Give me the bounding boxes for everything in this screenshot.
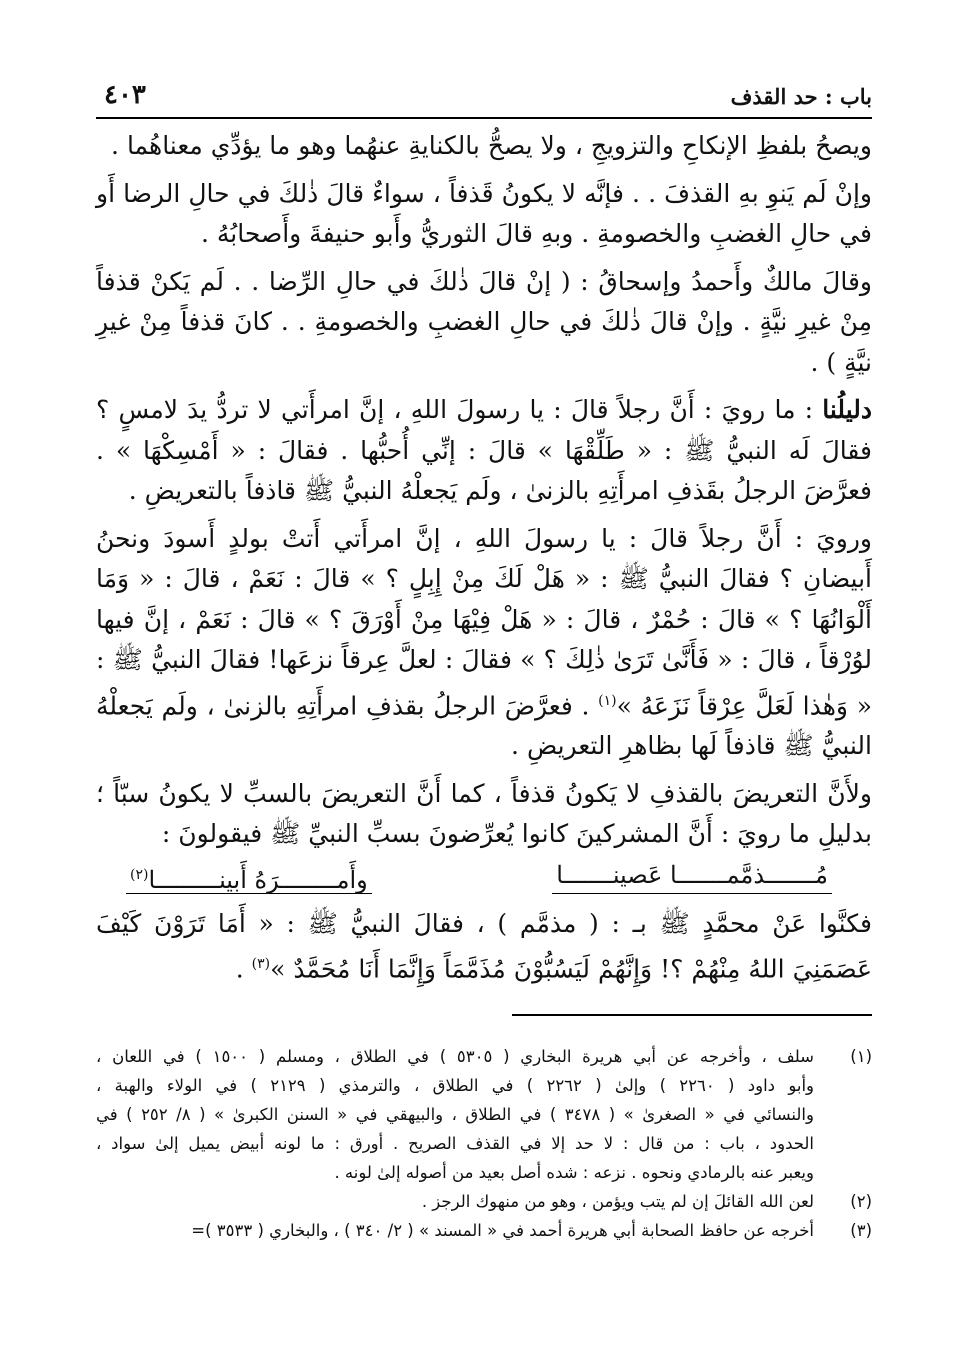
paragraph-mudhammam [96, 904, 872, 990]
daleel-text: : ما رويَ : أَنَّ رجلاً قالَ : يا رسولَ اللهِ ، إنَّ امرأَتي لا تردُّ يدَ لامسٍ ؟ فقالَ لَه النبيُّ ﷺ : « طَلِّقْهَا » قالَ : إنِّي أُحبُّها . فقالَ : « أَمْسِكْهَا » . فعرَّضَ الرجلُ بقَذفِ امرأَتِهِ بالزنىٰ ، ولَم يَجعلْهُ النبيُّ ﷺ قاذفاً بالتعريضِ . [96, 395, 872, 505]
paragraph-hadith-color [96, 519, 872, 767]
footnote-2 [96, 1187, 872, 1216]
footnote-3 [96, 1216, 872, 1245]
footnote-number: (١) [850, 1047, 872, 1066]
paragraph-nikah: ويصحُ بلفظِ الإنكاحِ والتزويجِ ، ولا يصحُّ بالكنايةِ عنهُما وهو ما يؤدِّي معناهُما . [111, 131, 872, 160]
verse-second-text: وأَمــــــــرَهُ أَبينـــــــــا [148, 865, 368, 894]
final-tail: . [235, 954, 252, 984]
footnote-text [96, 1042, 814, 1187]
footnote-text [96, 1216, 814, 1245]
paragraph-daleel [96, 390, 872, 512]
paragraph-niyyah: وإنْ لَم يَنوِ بهِ القذفَ . . فإنَّه لا يكونُ قَذفاً ، سواءٌ قالَ ذٰلكَ في حالِ الرضا أَو في حالِ الغضبِ والخصومةِ . وبهِ قالَ الثوريُّ وأَبو حنيفةَ وأَصحابُهُ . [96, 178, 872, 248]
footnote-line: سلف ، وأخرجه عن أبي هريرة البخاري ( ٥٣٠٥ ) في الطلاق ، ومسلم ( ١٥٠٠ ) في اللعان ، [96, 1047, 815, 1066]
header-divider [96, 117, 872, 119]
chapter-title: باب : حد القذف [730, 84, 872, 109]
poetry-verse [96, 862, 872, 894]
footnote-number: (٢) [850, 1192, 872, 1211]
page-number: ٤٠٣ [104, 80, 146, 110]
footnote-line: أخرجه عن حافظ الصحابة أبي هريرة أحمد في « المسند » ( ٢/ ٣٤٠ ) ، والبخاري ( ٣٥٣٣ )= [191, 1221, 814, 1240]
footnote-divider [512, 1014, 872, 1016]
footnote-ref-3: (٣) [251, 956, 271, 973]
paragraph-malik: وقالَ مالكٌ وأَحمدُ وإسحاقُ : ( إنْ قالَ ذٰلكَ في حالِ الرِّضا . . لَم يَكنْ قذفاً مِنْ غيرِ نيَّةٍ . وإنْ قالَ ذٰلكَ في حالِ الغضبِ والخصومةِ . . كانَ قذفاً مِنْ غيرِ نيَّةٍ ) . [96, 266, 872, 377]
footnote-text [96, 1187, 814, 1216]
verse-second-hemistich [126, 862, 372, 894]
main-text [96, 126, 872, 997]
footnote-ref-1: (١) [598, 692, 617, 709]
hadith-text: ورويَ : أَنَّ رجلاً قالَ : يا رسولَ اللهِ ، إنَّ امرأَتي أَتتْ بولدٍ أَسودَ ونحنُ أَبيضانِ ؟ فقالَ النبيُّ ﷺ : « هَلْ لَكَ مِنْ إِبِلٍ ؟ » قالَ : نَعَمْ ، قالَ : « وَمَا أَلْوَانُهَا ؟ » قالَ : حُمْرٌ ، قالَ : « هَلْ فِيْهَا مِنْ أَوْرَقَ ؟ » قالَ : نَعَمْ ، إنَّ فيها لوُرْقاً ، قالَ : « فَأَنَّىٰ تَرَىٰ ذٰلِكَ ؟ » فقالَ : لعلَّ عِرقاً نزعَها! فقالَ النبيُّ ﷺ : « وَهٰذا لَعَلَّ عِرْقاً نَزَعَهُ » [96, 523, 872, 720]
page-header [96, 78, 872, 114]
verse-first-hemistich: مُـــــــذمَّمـــــــا عَصينـــــــا [552, 862, 832, 894]
footnote-1 [96, 1042, 872, 1187]
final-text: فكنَّوا عَنْ محمَّدٍ ﷺ بـ : ( مذمَّم ) ، فقالَ النبيُّ ﷺ : « أَمَا تَرَوْنَ كَيْفَ عَصَمَنِيَ اللهُ مِنْهُمْ ؟! وَإِنَّهُمْ لَيَسُبُّوْنَ مُذَمَّمَاً وَإِنَّمَا أَنَا مُحَمَّدٌ » [96, 908, 872, 984]
paragraph-tareed: ولأَنَّ التعريضَ بالقذفِ لا يَكونُ قذفاً ، كما أَنَّ التعريضَ بالسبِّ لا يكونُ سبّاً ؛ بدليلِ ما رويَ : أَنَّ المشركينَ كانوا يُعرِّضونَ بسبِّ النبيِّ ﷺ فيقولونَ : [96, 778, 872, 849]
footnote-number: (٣) [850, 1221, 872, 1240]
footnote-line: لعن الله القائلَ إن لم يتب ويؤمن ، وهو من منهوك الرجز . [421, 1192, 814, 1211]
footnote-line: ويعبر عنه بالرمادي ونحوه . نزعه : شده أصل بعيد من أصوله إلىٰ لونه . [334, 1163, 814, 1182]
hadith-tail: . فعرَّضَ الرجلُ بقذفِ امرأَتِهِ بالزنىٰ ، ولَم يَجعلْهُ النبيُّ ﷺ قاذفاً لَها بظاهرِ التعريضِ . [96, 690, 872, 761]
footnote-ref-2: (٢) [130, 866, 149, 883]
footnote-line: والنسائي في « الصغرىٰ » ( ٣٤٧٨ ) في الطلاق ، والبيهقي في « السنن الكبرىٰ » ( ٨/ ٢٥٢ ) في [96, 1105, 814, 1124]
daleel-lead: دليلُنا [822, 395, 872, 424]
footnote-line: الحدود ، باب : من قال : لا حد إلا في القذف الصريح . أورق : ما لونه أبيض يميل إلىٰ سواد ، [96, 1134, 814, 1153]
footnotes [96, 1042, 872, 1245]
footnote-line: وأبو داود ( ٢٢٦٠ ) وإلىٰ ( ٢٢٦٢ ) في الطلاق ، والترمذي ( ٢١٢٩ ) في الولاء والهبة ، [96, 1076, 814, 1095]
